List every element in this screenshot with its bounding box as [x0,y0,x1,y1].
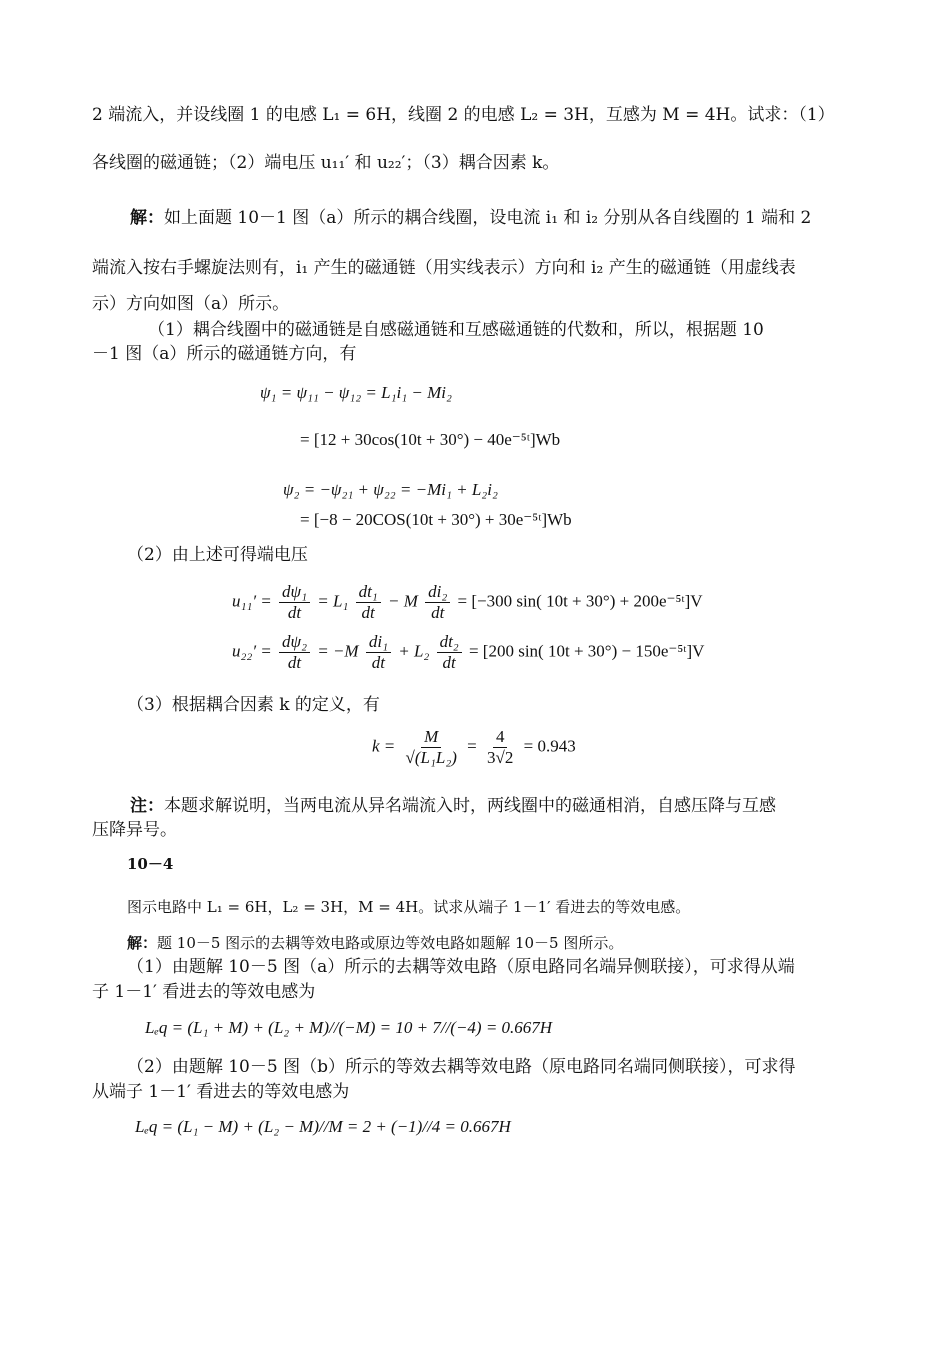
fraction: $\frac{\text{di₂}}{dt}$ [425,582,450,623]
paragraph-line: （2）由上述可得端电压 [127,545,308,565]
note-text: 本题求解说明，当两电流从异名端流入时，两线圈中的磁通相消，自感压降与互感 [164,796,776,816]
fraction: $\frac{M}{\text{√(L₁L₂)}}$ [405,727,457,767]
note-line [130,794,865,818]
problem-number: 10－4 [127,855,174,873]
solution-line [130,206,865,230]
equation-k: k = $\frac{M}{\text{√(L₁L₂)}}$ = $\frac{4}{3√2}$ = 0.943 [372,727,576,767]
solution-text: 题 10－5 图示的去耦等效电路或原边等效电路如题解 10－5 图所示。 [157,934,624,952]
fraction: $\frac{\text{di₁}}{dt}$ [366,632,391,673]
equation-u11: u₁₁′ = $\frac{\text{dψ₁}}{dt}$ = L₁ $\frac{\text{dt₁}}{dt}$ − M $\frac{\text{di₂}}{dt}$ = [−300 sin( 10t + 30°) + 200e⁻⁵ᵗ]V [232,582,703,622]
solution-label: 解： [127,934,158,952]
paragraph-line: 端流入按右手螺旋法则有，i₁ 产生的磁通链（用实线表示）方向和 i₂ 产生的磁通链（用虚线表 [92,258,796,278]
solution-label: 解： [130,208,164,228]
equation-psi2: ψ₂ = −ψ₂₁ + ψ₂₂ = −Mi₁ + L₂i₂ [283,480,498,499]
fraction: $\frac{\text{dψ₁}}{dt}$ [279,582,310,623]
paragraph-line: （3）根据耦合因素 k 的定义，有 [127,695,380,715]
paragraph-line: （2）由题解 10－5 图（b）所示的等效去耦等效电路（原电路同名端同侧联接），可求得 [127,1057,796,1077]
equation-psi2-value: = [−8 − 20COS(10t + 30°) + 30e⁻⁵ᵗ]Wb [300,510,572,529]
fraction: $\frac{4}{3√2}$ [487,727,514,767]
equation-psi1-value: = [12 + 30cos(10t + 30°) − 40e⁻⁵ᵗ]Wb [300,430,561,449]
paragraph-line: 压降异号。 [92,820,177,840]
equation-u22: u₂₂′ = $\frac{\text{dψ₂}}{dt}$ = −M $\frac{\text{di₁}}{dt}$ + L₂ $\frac{\text{dt₂}}{dt}$ = [200 sin( 10t + 30°) − 150e⁻⁵ᵗ]V [232,632,705,672]
solution-text: 如上面题 10－1 图（a）所示的耦合线圈，设电流 i₁ 和 i₂ 分别从各自线圈的 1 端和 2 [164,208,812,228]
fraction: $\frac{\text{dt₂}}{dt}$ [437,632,462,673]
paragraph-line: 各线圈的磁通链；（2）端电压 u₁₁′ 和 u₂₂′；（3）耦合因素 k。 [92,153,560,173]
equation-leq1: Lₑq = (L₁ + M) + (L₂ + M)//(−M) = 10 + 7//(−4) = 0.667H [145,1018,553,1037]
equation-leq2: Lₑq = (L₁ − M) + (L₂ − M)//M = 2 + (−1)//4 = 0.667H [135,1117,511,1136]
solution-line [127,931,897,955]
fraction: $\frac{\text{dt₁}}{dt}$ [356,582,381,623]
equation-psi1: ψ₁ = ψ₁₁ − ψ₁₂ = L₁i₁ − Mi₂ [260,383,452,402]
fraction: $\frac{\text{dψ₂}}{dt}$ [279,632,310,673]
paragraph-line: （1）耦合线圈中的磁通链是自感磁通链和互感磁通链的代数和，所以，根据题 10 [148,320,764,340]
note-label: 注： [130,796,164,816]
paragraph-line: 2 端流入，并设线圈 1 的电感 L₁ = 6H，线圈 2 的电感 L₂ = 3H，互感为 M = 4H。试求：（1） [92,105,835,125]
paragraph-line: （1）由题解 10－5 图（a）所示的去耦等效电路（原电路同名端异侧联接），可求得从端 [127,957,795,977]
paragraph-line: 子 1－1′ 看进去的等效电感为 [92,982,316,1002]
problem-text: 图示电路中 L₁ = 6H，L₂ = 3H，M = 4H。试求从端子 1－1′ 看进去的等效电感。 [127,898,691,916]
paragraph-line: 从端子 1－1′ 看进去的等效电感为 [92,1082,350,1102]
paragraph-line: －1 图（a）所示的磁通链方向，有 [92,344,357,364]
paragraph-line: 示）方向如图（a）所示。 [92,294,290,314]
